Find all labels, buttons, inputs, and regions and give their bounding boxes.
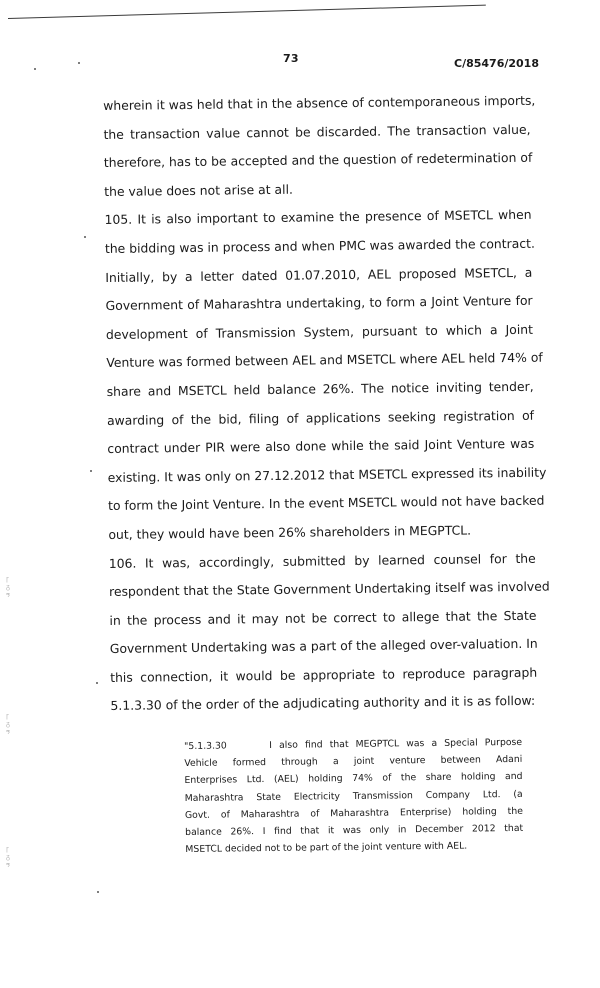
text-line: in the process and it may not be correct to allege that the State [109,607,537,628]
text-line: awarding of the bid, filing of applications seeking registration of [106,407,535,428]
text-line: 5.1.3.30 of the order of the adjudicating authority and it is as follow: [110,693,536,714]
text-line: the value does not arise at all. [104,181,293,199]
scan-artifact-line [8,5,486,19]
margin-scan-mark: ɼ ᵹ ኝ [6,712,11,736]
text-line: to form the Joint Venture. In the event MSETCL would not have backed [107,492,545,514]
text-line: therefore, has to be accepted and the question of redetermination of [103,149,533,171]
text-line: development of Transmission System, pursuant to which a Joint [105,321,534,342]
quote-line: Enterprises Ltd. (AEL) holding 74% of the share holding and [184,771,523,787]
text-line: share and MSETCL held balance 26%. The notice inviting tender, [106,378,534,399]
page-number: 73 [283,52,299,65]
scan-speck [96,682,98,684]
scan-speck [34,68,36,70]
margin-scan-mark: ɼ ᵹ ኝ [6,575,11,599]
text-line: the transaction value cannot be discarded. The transaction value, [103,121,531,142]
text-line: Venture was formed between AEL and MSETCL where AEL held 74% of [106,349,543,371]
margin-scan-mark: ɼ ᵹ ኝ [6,845,11,869]
case-number: C/85476/2018 [454,57,539,70]
text-line: out, they would have been 26% shareholders in MEGPTCL. [108,522,472,542]
text-line: existing. It was only on 27.12.2012 that MSETCL expressed its inability [107,464,547,485]
scan-speck [84,236,86,238]
quote-line: balance 26%. I find that it was only in December 2012 that [185,822,524,838]
paragraph-105-start: 105. It is also important to examine the presence of MSETCL when [104,207,532,228]
quote-line: Govt. of Maharashtra of Maharashtra Enterprise) holding the [184,805,523,821]
paragraph-106-start: 106. It was, accordingly, submitted by learned counsel for the [108,550,536,571]
text-line: contract under PIR were also done while the said Joint Venture was [107,435,535,457]
quote-line: Maharashtra State Electricity Transmission Company Ltd. (a [184,788,523,804]
text-line: the bidding was in process and when PMC was awarded the contract. [104,235,535,256]
scan-speck [97,891,99,893]
scan-speck [90,470,92,472]
scan-speck [78,62,80,64]
quote-line: "5.1.3.30 I also find that MEGPTCL was a Special Purpose [184,736,523,752]
block-quote [184,734,523,858]
text-line: Government Undertaking was a part of the alleged over-valuation. In [109,636,538,657]
quote-line: Vehicle formed through a joint venture between Adani [184,754,523,770]
text-line: respondent that the State Government Undertaking itself was involved [109,578,550,600]
text-line: this connection, it would be appropriate to reproduce paragraph [110,664,538,685]
body-text [103,87,550,721]
text-line: Government of Maharashtra undertaking, to form a Joint Venture for [105,292,533,314]
quote-line: MSETCL decided not to be part of the joint venture with AEL. [185,840,468,856]
text-line: Initially, by a letter dated 01.07.2010, AEL proposed MSETCL, a [105,264,533,285]
text-line: wherein it was held that in the absence of contemporaneous imports, [103,92,536,113]
